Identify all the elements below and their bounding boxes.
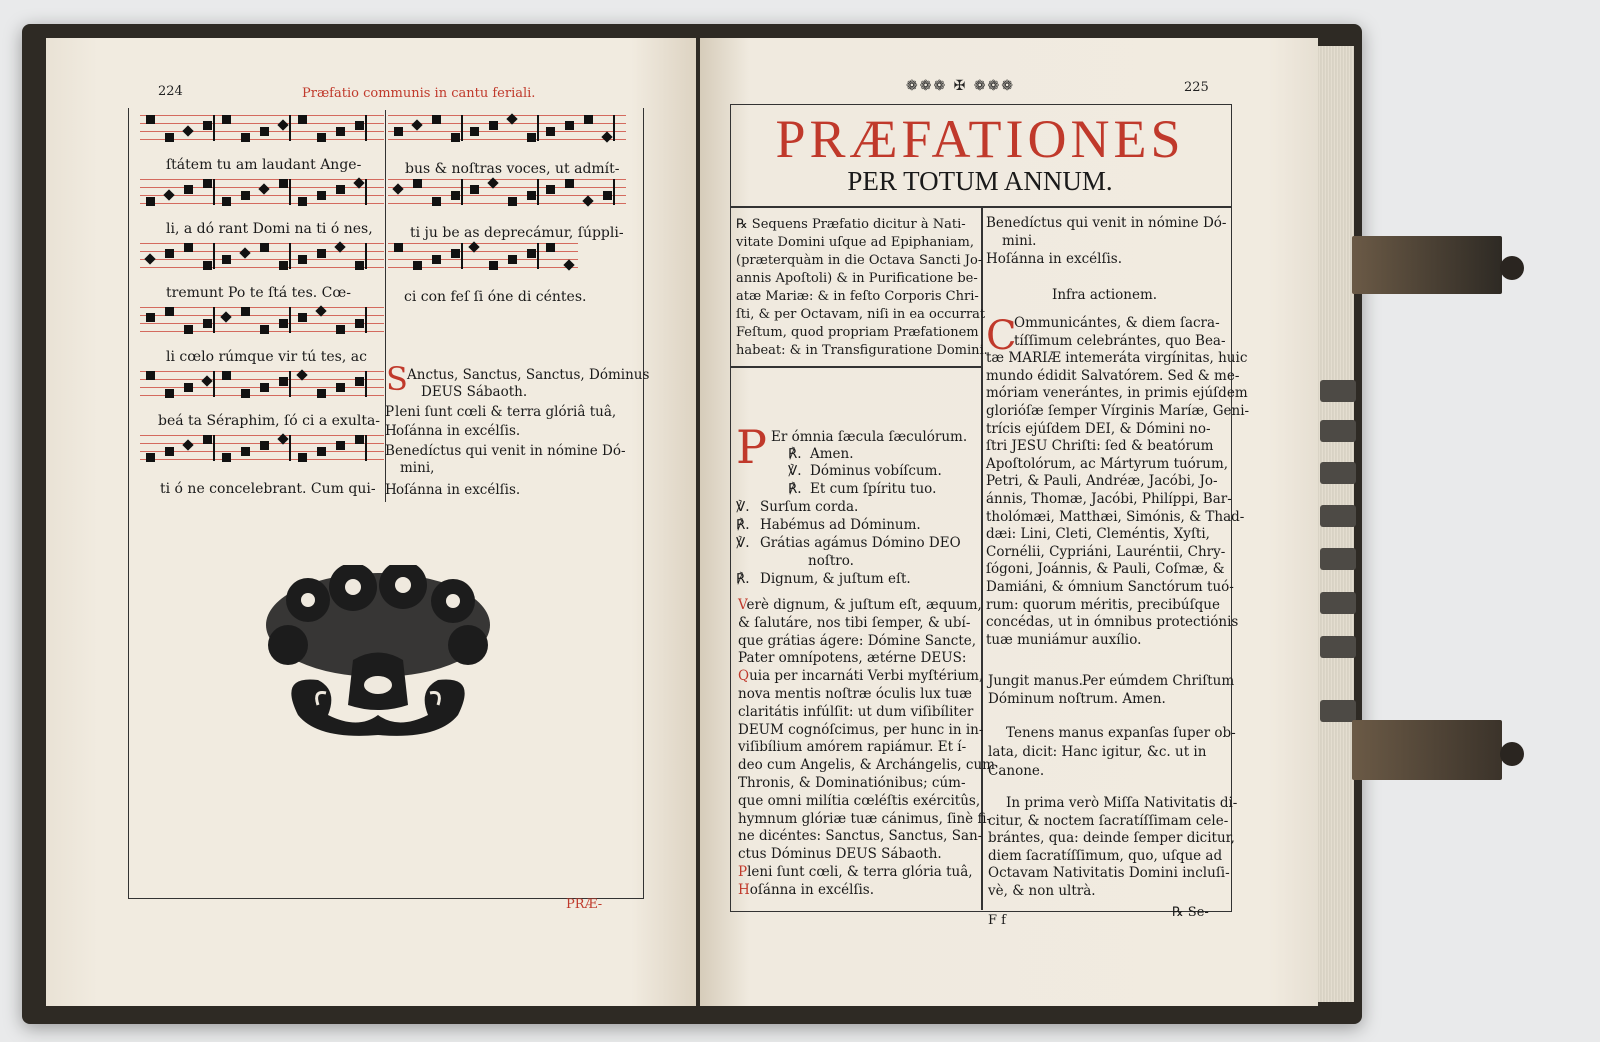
drop-initial-s: S (386, 360, 408, 398)
prayer-line: viſibílium amórem rapiámur. Et í- (738, 739, 967, 756)
prayer-line: hymnum glóriæ tuæ cánimus, ſinè fi- (738, 810, 992, 827)
red-initial: V (738, 597, 747, 613)
chant-note (355, 319, 364, 328)
bar-line (289, 435, 291, 461)
rubric-line: vitate Domini uſque ad Epiphaniam, (736, 235, 974, 250)
prayer-line (738, 667, 983, 685)
column-line: trícis ejúſdem DEI, & Dómini no- (986, 420, 1211, 437)
rubric-line: Canone. (988, 763, 1045, 779)
music-staff (140, 179, 384, 205)
chant-note (220, 311, 231, 322)
chant-note (546, 127, 555, 136)
page-number-right: 225 (1184, 80, 1209, 95)
chant-note (144, 253, 155, 264)
staff-line (140, 267, 384, 268)
staff-line (140, 459, 384, 460)
column-line: Benedíctus qui venit in nómine Dó- (986, 215, 1227, 231)
chant-note (241, 447, 250, 456)
column-line: móriam venerántes, in primis ejúſdem (986, 385, 1248, 402)
chant-note (451, 133, 460, 142)
prayer-text: leni ſunt cœli, & terra glória tuâ, (747, 864, 973, 880)
rubric-line: annis Apoſtoli) & in Purificatione be- (736, 271, 978, 286)
column-line: rum: quorum méritis, precibúſque (986, 596, 1220, 613)
staff-line (388, 179, 626, 180)
chant-note (336, 383, 345, 392)
chant-note (489, 121, 498, 130)
chant-note (470, 127, 479, 136)
signature-mark: F f (988, 913, 1006, 928)
sanctus-line: Anctus, Sanctus, Sanctus, Dóminus (407, 367, 650, 383)
chant-note (260, 243, 269, 252)
chant-note (563, 259, 574, 270)
prayer-line: Thronis, & Dominatiónibus; cúm- (738, 775, 966, 791)
prayer-line: claritátis infúlſit: ut dum viſibíliter (738, 703, 974, 720)
chant-note (298, 255, 307, 264)
chant-note (355, 261, 364, 270)
chant-note (489, 261, 498, 270)
chant-note (582, 195, 593, 206)
chant-note (165, 133, 174, 142)
bar-line (365, 307, 367, 333)
sanctus-line: mini, (400, 460, 435, 476)
prayer-text: erè dignum, & juſtum eſt, æquum, (746, 597, 982, 613)
chant-note (565, 121, 574, 130)
chant-note (222, 197, 231, 206)
chant-note (355, 377, 364, 386)
chant-note (601, 131, 612, 142)
chant-note (451, 249, 460, 258)
music-staff (140, 243, 384, 269)
response-mark: ℟. (788, 481, 802, 497)
chant-note (260, 325, 269, 334)
bar-line (213, 115, 215, 141)
dialogue-line: Surſum corda. (760, 499, 859, 515)
staff-line (140, 371, 384, 372)
dialogue-line: Et cum ſpíritu tuo. (810, 481, 937, 497)
column-line: tuæ muniámur auxílio. (986, 631, 1142, 648)
chant-note (508, 197, 517, 206)
staff-line (140, 435, 384, 436)
initial: P (385, 404, 395, 420)
column-line: concédas, ut in ómnibus protectiónis (986, 614, 1239, 631)
column-line: ſógoni, Joánnis, & Pauli, Coſmæ, & (986, 561, 1225, 578)
staff-line (388, 195, 626, 196)
bar-line (213, 179, 215, 205)
section-heading: Infra actionem. (1052, 287, 1158, 303)
prayer-line: que omni milítia cœléſtis exércitûs, (738, 792, 981, 809)
chant-note (165, 447, 174, 456)
prayer-line: & ſalutáre, nos tibi ſemper, & ubí- (738, 614, 971, 631)
bar-line (365, 115, 367, 141)
index-tab[interactable] (1320, 462, 1356, 484)
chant-note (241, 389, 250, 398)
page-subtitle: PER TOTUM ANNUM. (847, 166, 1113, 196)
rubric-line: Tenens manus expanſas ſuper ob- (1006, 725, 1236, 741)
chant-note (182, 439, 193, 450)
chant-note (298, 115, 307, 124)
chant-note (603, 191, 612, 200)
column-line: Cornélii, Cypriáni, Lauréntii, Chry- (986, 543, 1226, 560)
bar-line (613, 179, 615, 205)
prayer-line: Pater omnípotens, ætérne DEUS: (738, 650, 967, 667)
column-line: Petri, & Pauli, Andréæ, Jacóbi, Jo- (986, 473, 1218, 490)
chant-note (432, 197, 441, 206)
lyric-line: beá ta Séraphim, ſó ci a exulta- (158, 413, 381, 429)
chant-note (279, 261, 288, 270)
rubric-line: ſti, & per Octavam, niſi in ea occurrat (736, 307, 986, 322)
sanctus-line: enedíctus qui venit in nómine Dó- (395, 443, 626, 459)
chant-note (279, 179, 288, 188)
clasp-knob (1500, 256, 1524, 280)
prayer-line (738, 596, 982, 614)
chant-note (277, 119, 288, 130)
chant-note (241, 191, 250, 200)
music-staff (388, 243, 578, 269)
chant-note (203, 435, 212, 444)
chant-note (451, 191, 460, 200)
chant-note (184, 325, 193, 334)
column-line: mundo édidit Salvatórem. Sed & me- (986, 367, 1240, 384)
chant-note (298, 453, 307, 462)
sanctus-line: DEUS Sábaoth. (421, 384, 528, 400)
rubric-line: In prima verò Miſſa Nativitatis di- (1006, 795, 1238, 811)
chant-note (163, 189, 174, 200)
chant-note (182, 125, 193, 136)
response-mark: ℟. (788, 446, 802, 462)
drop-initial-c: C (986, 313, 1017, 359)
music-staff (140, 307, 384, 333)
bar-line (213, 307, 215, 333)
chant-note (241, 307, 250, 316)
chant-note (565, 179, 574, 188)
bar-line (461, 243, 463, 269)
jungit-text: Per eúmdem Chriſtum (1082, 673, 1235, 689)
bar-line (289, 179, 291, 205)
index-tab[interactable] (1320, 700, 1356, 722)
bar-line (289, 371, 291, 397)
chant-note (260, 127, 269, 136)
column-line: Damiáni, & ómnium Sanctórum tuó- (986, 579, 1234, 595)
bar-line (613, 115, 615, 141)
chant-note (432, 115, 441, 124)
chant-note (184, 185, 193, 194)
index-tab[interactable] (1320, 420, 1356, 442)
bar-line (289, 115, 291, 141)
prayer-line: que grátias ágere: Dómine Sancte, (738, 632, 977, 649)
staff-line (140, 323, 384, 324)
column-line: Hoſánna in excélſis. (986, 251, 1122, 267)
response-mark: ℟. (736, 571, 750, 587)
chant-note (165, 389, 174, 398)
chant-note (203, 121, 212, 130)
lyric-line: li cœlo rúmque vir tú tes, ac (166, 349, 367, 365)
chant-note (260, 441, 269, 450)
chant-note (239, 247, 250, 258)
staff-line (140, 259, 384, 260)
lyric-line: li, a dó rant Domi na ti ó nes, (166, 221, 373, 237)
dialogue-line: Dóminus vobíſcum. (810, 463, 942, 479)
chant-note (336, 127, 345, 136)
lyric-line: ſtátem tu am laudant Ange- (166, 157, 362, 173)
chant-note (317, 249, 326, 258)
staff-line (140, 307, 384, 308)
rubric-line: brántes, qua: deinde ſemper dicitur, (988, 830, 1235, 847)
rubric-line: vè, & non ultrà. (988, 883, 1096, 899)
versicle-mark: ℣. (736, 499, 750, 515)
page-number-left: 224 (158, 84, 183, 99)
staff-line (140, 139, 384, 140)
column-line: ánnis, Thomæ, Jacóbi, Philíppi, Bar- (986, 491, 1232, 507)
red-initial: Q (738, 668, 750, 685)
chant-note (184, 243, 193, 252)
chant-note (394, 243, 403, 252)
floral-woodcut-ornament (258, 565, 498, 740)
staff-line (388, 259, 578, 260)
chant-note (355, 435, 364, 444)
chant-note (546, 243, 555, 252)
chant-note (201, 375, 212, 386)
chant-note (222, 255, 231, 264)
sanctus-line: leni ſunt cœli & terra glóriâ tuâ, (395, 404, 617, 420)
lyric-line: bus & noſtras voces, ut admít- (405, 161, 620, 177)
prayer-line (738, 863, 973, 881)
chant-note (203, 179, 212, 188)
running-header-left: Præfatio communis in cantu feriali. (302, 86, 536, 101)
staff-line (140, 451, 384, 452)
chant-note (222, 115, 231, 124)
bar-line (365, 179, 367, 205)
bar-line (213, 243, 215, 269)
bar-line (213, 435, 215, 461)
chant-note (146, 197, 155, 206)
versicle-mark: ℣. (736, 535, 750, 551)
chant-note (470, 185, 479, 194)
column-line: Apoſtolórum, ac Mártyrum tuórum, (986, 455, 1229, 472)
lower-clasp[interactable] (1352, 720, 1502, 780)
dialogue-line: Dignum, & juſtum eſt. (760, 571, 911, 587)
bar-line (537, 115, 539, 141)
chant-note (317, 191, 326, 200)
chant-note (165, 307, 174, 316)
music-staff (388, 115, 626, 141)
chant-note (184, 383, 193, 392)
music-staff (140, 115, 384, 141)
chant-note (413, 179, 422, 188)
header-ornament: ❁❁❁ ✠ ❁❁❁ (906, 78, 1016, 94)
bar-line (289, 243, 291, 269)
chant-note (298, 197, 307, 206)
column-line: Ommunicántes, & diem ſacra- (1014, 315, 1220, 331)
chant-note (527, 133, 536, 142)
bar-line (461, 115, 463, 141)
initial: B (385, 443, 395, 459)
drop-initial-p: P (736, 420, 767, 474)
rubric-line: Feſtum, quod propriam Præfationem (736, 325, 979, 340)
staff-line (140, 115, 384, 116)
staff-line (140, 179, 384, 180)
column-line: tæ MARIÆ intemeráta virgínitas, huic (986, 350, 1248, 367)
chant-note (165, 249, 174, 258)
column-line: dæi: Lini, Cleti, Cleméntis, Xyſti, (986, 526, 1210, 543)
rubric-line: Octavam Nativitatis Domini incluſi- (988, 865, 1230, 882)
chant-note (146, 313, 155, 322)
chant-note (241, 133, 250, 142)
prayer-text: oſánna in excélſis. (749, 881, 874, 898)
rubric-line: lata, dicit: Hanc igitur, &c. ut in (988, 744, 1207, 760)
rubric-line: citur, & noctem ſacratíſſimam cele- (988, 812, 1229, 829)
chant-note (279, 377, 288, 386)
chant-note (392, 183, 403, 194)
prayer-line: ctus Dóminus DEUS Sábaoth. (738, 846, 942, 863)
rubric-line: diem ſacratíſſimum, quo, uſque ad (988, 847, 1223, 864)
chant-note (146, 453, 155, 462)
chant-note (413, 261, 422, 270)
prayer-line: ne dicéntes: Sanctus, Sanctus, San- (738, 828, 983, 845)
red-initial: H (738, 881, 750, 898)
versicle-mark: ℣. (788, 463, 802, 479)
index-tab[interactable] (1320, 505, 1356, 527)
chant-note (336, 441, 345, 450)
bar-line (365, 371, 367, 397)
chant-note (394, 127, 403, 136)
chant-note (203, 261, 212, 270)
catchword-right: ℞ Se- (1172, 905, 1209, 920)
music-staff (388, 179, 626, 205)
lyric-line: ci con feſ ſi óne di céntes. (404, 289, 587, 305)
bar-line (537, 179, 539, 205)
lyric-line: ti ó ne concelebrant. Cum qui- (160, 481, 376, 497)
chant-note (317, 447, 326, 456)
dialogue-line: noſtro. (808, 553, 854, 569)
index-tab[interactable] (1320, 636, 1356, 658)
red-initial: P (738, 864, 748, 880)
prayer-text: uia per incarnáti Verbi myſtérium, (749, 668, 984, 685)
staff-line (140, 315, 384, 316)
staff-line (140, 195, 384, 196)
index-tab[interactable] (1320, 380, 1356, 402)
chant-note (298, 313, 307, 322)
index-tab[interactable] (1320, 548, 1356, 570)
rubric-jungit: Jungit manus. (988, 673, 1083, 689)
prayer-line (738, 881, 874, 899)
response-mark: ℟. (736, 517, 750, 533)
chant-note (355, 121, 364, 130)
column-line: Dóminum noſtrum. Amen. (988, 691, 1166, 707)
chant-note (260, 383, 269, 392)
lyric-line: ti ju be as deprecámur, ſúppli- (410, 225, 624, 241)
chant-note (146, 115, 155, 124)
column-line: tíſſimum celebrántes, quo Bea- (1014, 332, 1226, 349)
prayer-line: DEUM cognóſcimus, per hunc in in- (738, 721, 984, 738)
chant-note (336, 325, 345, 334)
chant-note (279, 319, 288, 328)
staff-line (388, 139, 626, 140)
dialogue-line: Habémus ad Dóminum. (760, 517, 921, 533)
bar-line (365, 435, 367, 461)
chant-note (317, 133, 326, 142)
sanctus-line: oſánna in excélſis. (396, 482, 521, 498)
staff-line (140, 379, 384, 380)
chant-note (146, 371, 155, 380)
prayer-line: deo cum Angelis, & Archángelis, cum (738, 757, 995, 774)
index-tab[interactable] (1320, 592, 1356, 614)
chant-note (411, 119, 422, 130)
page-title: PRÆFATIONES (775, 109, 1185, 169)
chant-note (222, 371, 231, 380)
music-staff (140, 371, 384, 397)
clasp-knob (1500, 742, 1524, 766)
sanctus-line: oſánna in excélſis. (396, 423, 521, 439)
chant-note (508, 255, 517, 264)
chant-note (584, 115, 593, 124)
chant-note (258, 183, 269, 194)
staff-line (140, 123, 384, 124)
staff-line (388, 187, 626, 188)
staff-line (388, 131, 626, 132)
catchword-left: PRÆ- (566, 897, 603, 912)
chant-note (336, 185, 345, 194)
chant-note (527, 191, 536, 200)
staff-line (140, 203, 384, 204)
bar-line (537, 243, 539, 269)
chant-note (222, 453, 231, 462)
dialogue-line: Er ómnia ſæcula ſæculórum. (771, 429, 968, 445)
rubric-line: ℞ Sequens Præfatio dicitur à Nati- (736, 217, 966, 232)
dialogue-line: Grátias agámus Dómino DEO (760, 535, 961, 551)
staff-line (140, 395, 384, 396)
column-line: ſtri JESU Chriſti: ſed & beatórum (986, 438, 1214, 455)
bar-line (461, 179, 463, 205)
initial: H (385, 482, 397, 498)
rubric-rule (730, 366, 982, 368)
chant-note (203, 319, 212, 328)
bar-line (289, 307, 291, 333)
column-line: tholómæi, Matthæi, Simónis, & Thad- (986, 508, 1245, 525)
chant-note (527, 249, 536, 258)
chant-note (546, 185, 555, 194)
upper-clasp[interactable] (1352, 236, 1502, 294)
dialogue-line: Amen. (810, 446, 854, 462)
chant-note (432, 255, 441, 264)
rubric-line: habeat: & in Transfiguratione Domini. (736, 343, 988, 358)
chant-note (317, 389, 326, 398)
column-line: mini. (1002, 233, 1037, 249)
column-line: glorióſæ ſemper Vírginis Maríæ, Geni- (986, 403, 1250, 419)
bar-line (213, 371, 215, 397)
initial: H (385, 423, 397, 439)
music-staff (140, 435, 384, 461)
lyric-line: tremunt Po te ſtá tes. Cœ- (166, 285, 351, 301)
prayer-line: nova mentis noſtræ óculis lux tuæ (738, 686, 972, 702)
rubric-line: atæ Mariæ: & in feſto Corporis Chri- (736, 289, 979, 304)
bar-line (365, 243, 367, 269)
rubric-line: (præterquàm in die Octava Sancti Jo- (736, 253, 983, 268)
